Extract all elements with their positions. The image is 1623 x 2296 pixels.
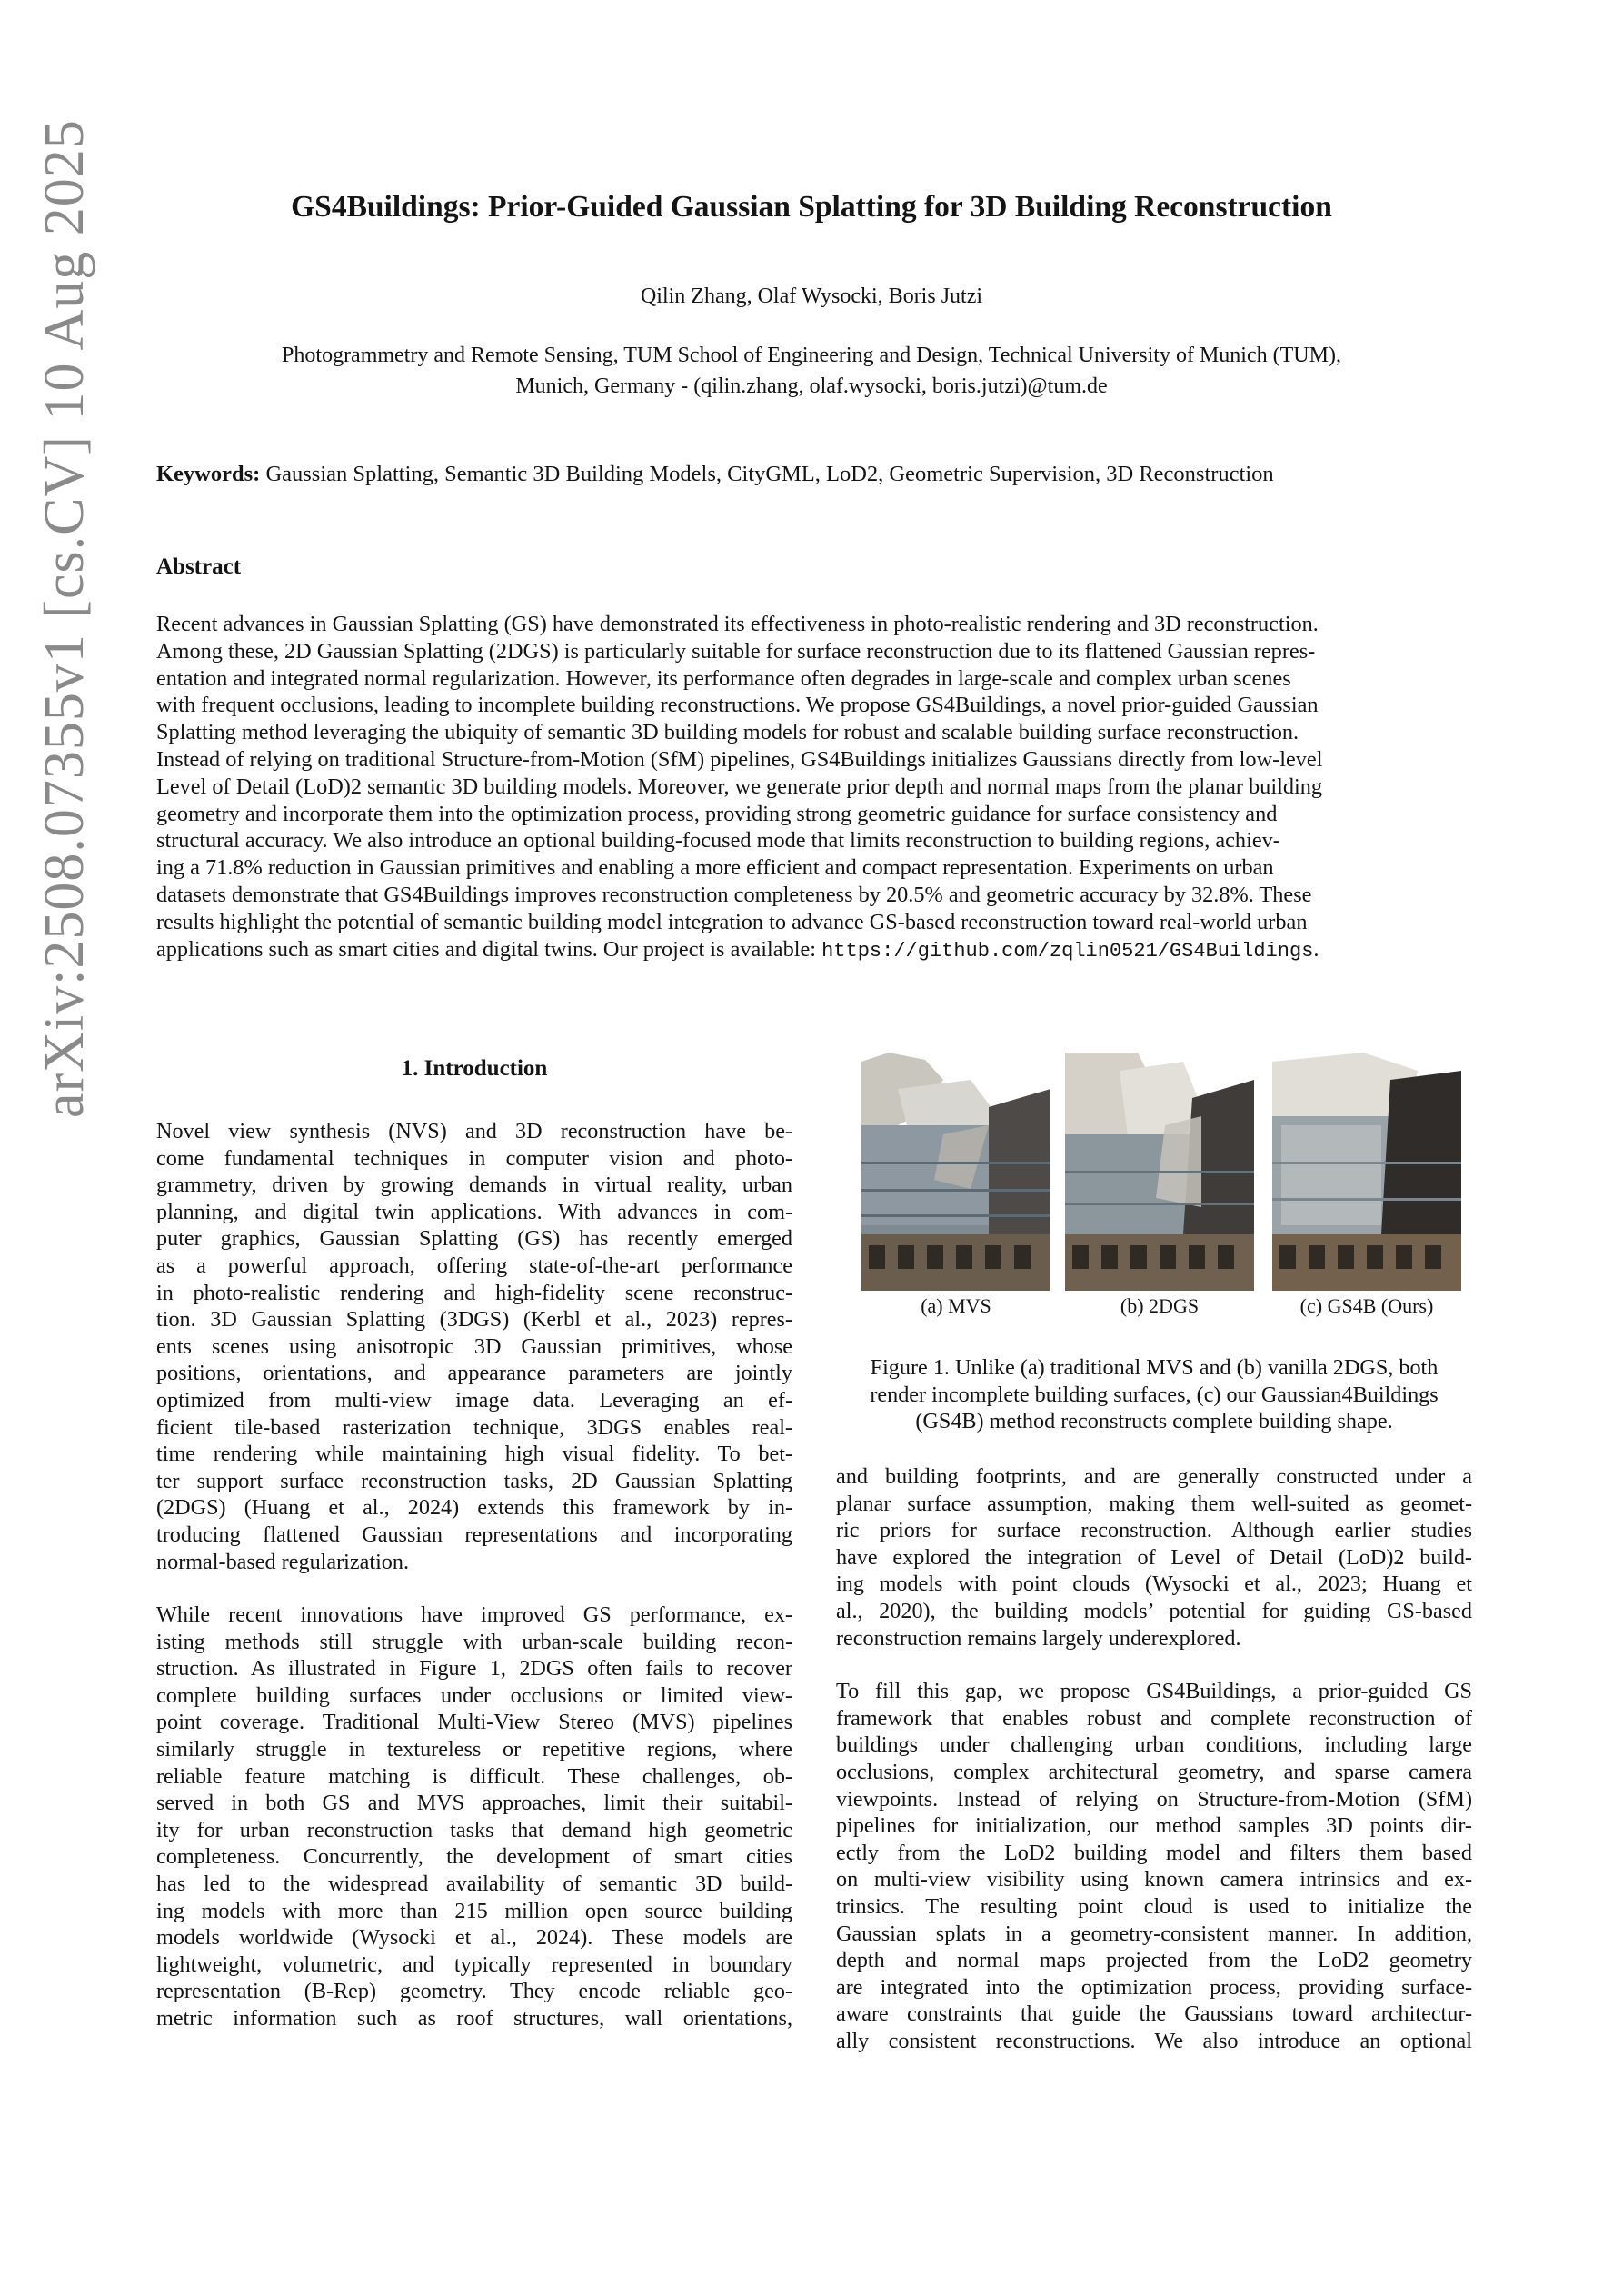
paragraph-gap (156, 1575, 792, 1602)
author-list: Qilin Zhang, Olaf Wysocki, Boris Jutzi (640, 285, 983, 308)
subcaption-mvs: (a) MVS (921, 1294, 991, 1317)
body-line: ents scenes using anisotropic 3D Gaussian primitives, whose (156, 1333, 792, 1359)
body-line: on multi-view visibility using known camera intrinsics and ex- (836, 1867, 1472, 1892)
abstract-line: Instead of relying on traditional Structure-from-Motion (SfM) pipelines, GS4Buildings initializes Gaussians directly from low-level (156, 746, 1323, 772)
body-line: are integrated into the optimization process, providing surface- (836, 1974, 1472, 2000)
paragraph-gap (836, 1652, 1472, 1678)
abstract-heading: Abstract (156, 554, 242, 579)
abstract-line: datasets demonstrate that GS4Buildings improves reconstruction completeness by 20.5% and geometric accuracy by 32.8%. These (156, 882, 1312, 907)
abstract-last-text: applications such as smart cities and digital twins. Our project is available: (156, 936, 822, 962)
body-line: pipelines for initialization, our method samples 3D points dir- (836, 1813, 1472, 1839)
body-line: ter support surface reconstruction tasks, 2D Gaussian Splatting (156, 1468, 792, 1493)
body-line: isting methods still struggle with urban-scale building recon- (156, 1629, 792, 1654)
abstract-line: results highlight the potential of semantic building model integration to advance GS-based reconstruction toward real-world urban (156, 909, 1308, 934)
mvs-reconstruction-image (861, 1053, 1050, 1291)
body-line: reliable feature matching is difficult. These challenges, ob- (156, 1763, 792, 1789)
body-line: positions, orientations, and appearance parameters are jointly (156, 1361, 792, 1386)
body-line: depth and normal maps projected from the LoD2 geometry (836, 1948, 1472, 1973)
body-line: optimized from multi-view image data. Leveraging an ef- (156, 1387, 792, 1413)
body-line: Gaussian splats in a geometry-consistent manner. In addition, (836, 1921, 1472, 1946)
abstract-line: geometry and incorporate them into the optimization process, providing strong geometric guidance for surface consistency and (156, 801, 1278, 826)
affiliation-line: Photogrammetry and Remote Sensing, TUM School of Engineering and Design, Technical University of Munich (TUM), (282, 344, 1341, 367)
subcaption-2dgs: (b) 2DGS (1120, 1294, 1200, 1317)
2dgs-reconstruction-image (1065, 1053, 1254, 1291)
abstract-period: . (1313, 936, 1319, 962)
gs4b-reconstruction-image (1272, 1053, 1461, 1291)
affiliation (154, 340, 1469, 402)
body-line: reconstruction remains largely underexplored. (836, 1625, 1241, 1651)
body-line: lightweight, volumetric, and typically represented in boundary (156, 1952, 792, 1977)
body-line: and building footprints, and are generally constructed under a (836, 1464, 1472, 1489)
left-column (156, 1118, 792, 2032)
body-line: viewpoints. Instead of relying on Structure-from-Motion (SfM) (836, 1786, 1472, 1812)
abstract-body (156, 611, 1469, 964)
body-line: has led to the widespread availability of semantic 3D build- (156, 1872, 792, 1897)
body-line: planning, and digital twin applications. With advances in com- (156, 1199, 792, 1224)
affiliation-line: Munich, Germany - (qilin.zhang, olaf.wysocki, boris.jutzi)@tum.de (515, 374, 1108, 398)
figure-panel-2dgs (1065, 1053, 1254, 1291)
paper-title: GS4Buildings: Prior-Guided Gaussian Splatting for 3D Building Reconstruction (291, 190, 1332, 224)
body-line: struction. As illustrated in Figure 1, 2DGS often fails to recover (156, 1656, 792, 1682)
body-line: completeness. Concurrently, the development of smart cities (156, 1844, 792, 1870)
body-line: come fundamental techniques in computer vision and photo- (156, 1145, 792, 1171)
body-line: planar surface assumption, making them well-suited as geomet- (836, 1491, 1472, 1516)
body-line: al., 2020), the building models’ potential for guiding GS-based (836, 1598, 1472, 1623)
abstract-line: Level of Detail (LoD)2 semantic 3D building models. Moreover, we generate prior depth and normal maps from the planar building (156, 774, 1323, 799)
abstract-line: Splatting method leveraging the ubiquity of semantic 3D building models for robust and scalable building surface reconstruction. (156, 720, 1299, 745)
subcaption-gs4b: (c) GS4B (Ours) (1299, 1294, 1434, 1317)
body-line: buildings under challenging urban conditions, including large (836, 1732, 1472, 1758)
body-line: To fill this gap, we propose GS4Buildings, a prior-guided GS (836, 1679, 1472, 1704)
body-line: ectly from the LoD2 building model and filters them based (836, 1840, 1472, 1865)
right-column (836, 1463, 1472, 2054)
keywords-label: Keywords: (156, 462, 261, 486)
body-line: metric information such as roof structures, wall orientations, (156, 2006, 792, 2031)
body-line: puter graphics, Gaussian Splatting (GS) has recently emerged (156, 1226, 792, 1252)
body-line: ficient tile-based rasterization technique, 3DGS enables real- (156, 1414, 792, 1440)
body-line: point coverage. Traditional Multi-View Stereo (MVS) pipelines (156, 1710, 792, 1735)
caption-line: render incomplete building surfaces, (c) our Gaussian4Buildings (870, 1382, 1439, 1407)
caption-line: Figure 1. Unlike (a) traditional MVS and (b) vanilla 2DGS, both (870, 1355, 1439, 1380)
body-line: time rendering while maintaining high visual fidelity. To bet- (156, 1442, 792, 1467)
section-heading-introduction: 1. Introduction (401, 1056, 548, 1081)
project-url-link[interactable]: https://github.com/zqlin0521/GS4Buildings (821, 939, 1314, 963)
body-line: ing models with more than 215 million open source building (156, 1898, 792, 1923)
body-line: in photo-realistic rendering and high-fidelity scene reconstruc- (156, 1280, 792, 1305)
body-line: representation (B-Rep) geometry. They encode reliable geo- (156, 1979, 792, 2004)
body-line: ally consistent reconstructions. We also introduce an optional (836, 2028, 1472, 2053)
keywords-text: Gaussian Splatting, Semantic 3D Building Models, CityGML, LoD2, Geometric Supervision, 3D Reconstruction (260, 462, 1274, 486)
body-line: aware constraints that guide the Gaussians toward architectur- (836, 2002, 1472, 2027)
caption-line: (GS4B) method reconstructs complete building shape. (915, 1409, 1393, 1434)
body-line: framework that enables robust and complete reconstruction of (836, 1705, 1472, 1731)
body-line: (2DGS) (Huang et al., 2024) extends this framework by in- (156, 1495, 792, 1521)
body-line: grammetry, driven by growing demands in virtual reality, urban (156, 1173, 792, 1198)
figure-1-caption (836, 1354, 1472, 1435)
figure-panel-gs4b (1272, 1053, 1461, 1291)
body-line: as a powerful approach, offering state-of-the-art performance (156, 1253, 792, 1278)
abstract-line: entation and integrated normal regularization. However, its performance often degrades in large-scale and complex urban scenes (156, 665, 1291, 691)
body-line: Novel view synthesis (NVS) and 3D reconstruction have be- (156, 1119, 792, 1143)
body-line: served in both GS and MVS approaches, limit their suitabil- (156, 1791, 792, 1816)
body-line: have explored the integration of Level of Detail (LoD)2 build- (836, 1544, 1472, 1570)
abstract-line: ing a 71.8% reduction in Gaussian primitives and enabling a more efficient and compact representation. Experiments on urban (156, 855, 1274, 881)
body-line: ric priors for surface reconstruction. Although earlier studies (836, 1518, 1472, 1543)
abstract-line: structural accuracy. We also introduce an optional building-focused mode that limits reconstruction to building regions, achiev- (156, 828, 1280, 854)
figure-panel-mvs (861, 1053, 1050, 1291)
arxiv-identifier-stamp: arXiv:2508.07355v1 [cs.CV] 10 Aug 2025 (34, 119, 95, 1118)
abstract-line: Among these, 2D Gaussian Splatting (2DGS) is particularly suitable for surface reconstruction due to its flattened Gaussian repres- (156, 638, 1316, 664)
abstract-line: Recent advances in Gaussian Splatting (GS) have demonstrated its effectiveness in photo-realistic rendering and 3D reconstruction. (156, 612, 1319, 636)
body-line: occlusions, complex architectural geometry, and sparse camera (836, 1759, 1472, 1784)
body-line: complete building surfaces under occlusions or limited view- (156, 1682, 792, 1708)
abstract-line (156, 936, 1469, 965)
body-line: models worldwide (Wysocki et al., 2024). These models are (156, 1925, 792, 1951)
body-line: ing models with point clouds (Wysocki et al., 2023; Huang et (836, 1572, 1472, 1597)
body-line: While recent innovations have improved GS performance, ex- (156, 1602, 792, 1628)
body-line: similarly struggle in textureless or repetitive regions, where (156, 1737, 792, 1762)
body-line: trinsics. The resulting point cloud is used to initialize the (836, 1893, 1472, 1919)
body-line: ity for urban reconstruction tasks that demand high geometric (156, 1817, 792, 1842)
keywords (156, 460, 1470, 489)
body-line: normal-based regularization. (156, 1549, 410, 1574)
figure-1 (861, 1053, 1461, 1327)
body-line: troducing flattened Gaussian representations and incorporating (156, 1522, 792, 1547)
abstract-line: with frequent occlusions, leading to incomplete building reconstructions. We propose GS4Buildings, a novel prior-guided Gaussian (156, 693, 1319, 718)
body-line: tion. 3D Gaussian Splatting (3DGS) (Kerbl et al., 2023) repres- (156, 1307, 792, 1333)
